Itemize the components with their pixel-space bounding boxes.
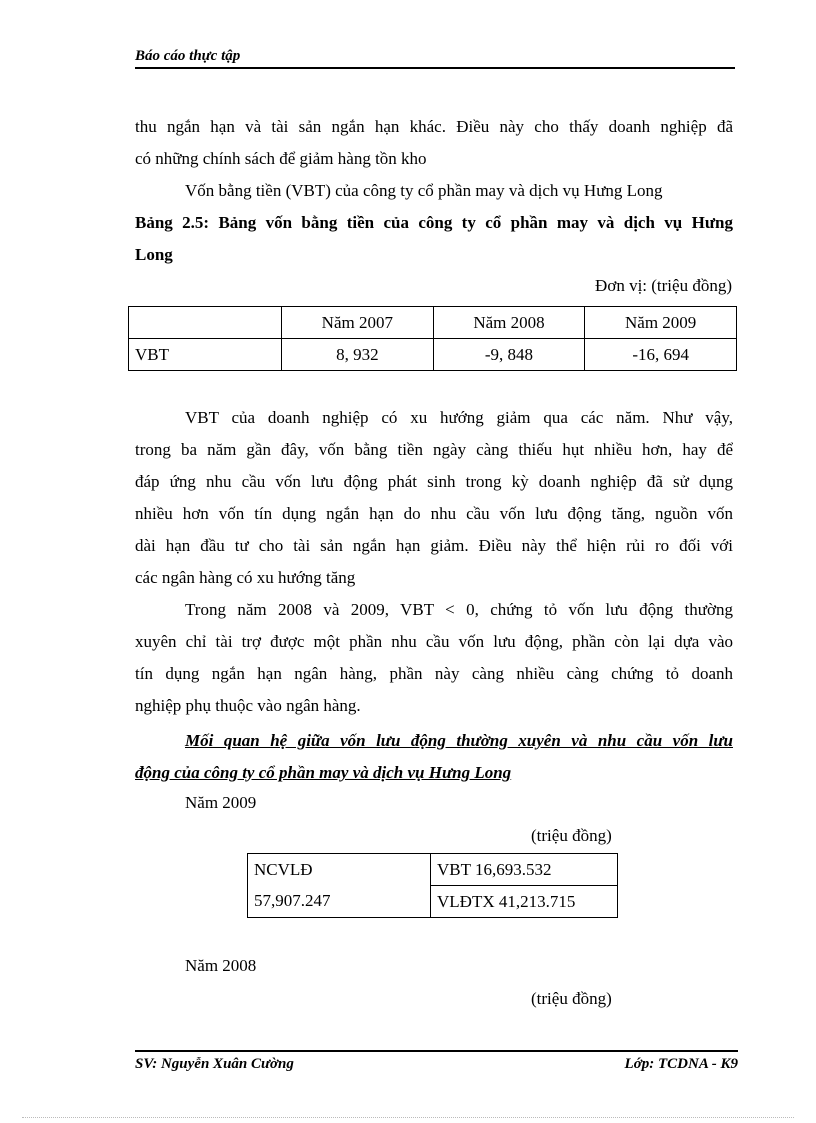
year-2009-label: Năm 2009: [185, 793, 257, 812]
table-header-row: [129, 307, 737, 339]
vbt-intro: [135, 175, 733, 207]
text-line: nghiệp phụ thuộc vào ngân hàng.: [135, 696, 361, 715]
header-cell: [129, 307, 282, 339]
paragraph-1: [135, 402, 733, 594]
vldtx-cell: VLĐTX 41,213.715: [431, 886, 618, 918]
page-footer: [135, 1050, 738, 1073]
intro-paragraph: [135, 111, 733, 175]
header-title: Báo cáo thực tập: [135, 48, 241, 64]
page-header: [135, 48, 735, 69]
text-line: tín dụng ngắn hạn ngân hàng, phần này càng nhiều càng chứng tỏ doanh: [135, 664, 733, 683]
text-line: VBT của doanh nghiệp có xu hướng giảm qua các năm. Như vậy,: [185, 408, 733, 427]
section-heading: [135, 725, 733, 789]
ncvld-value-cell: 57,907.247: [248, 886, 431, 918]
unit-label-2009: (triệu đồng): [531, 826, 612, 845]
text-line: xuyên chỉ tài trợ được một phần nhu cầu vốn lưu động, phần còn lại dựa vào: [135, 632, 733, 651]
vbt-cell: VBT 16,693.532: [431, 854, 618, 886]
header-cell: Năm 2008: [433, 307, 585, 339]
text-line: Vốn bằng tiền (VBT) của công ty cổ phần may và dịch vụ Hưng Long: [185, 181, 663, 200]
paragraph-2: [135, 594, 733, 722]
footer-class: Lớp: TCDNA - K9: [624, 1056, 738, 1072]
text-line: Mối quan hệ giữa vốn lưu động thường xuyên và nhu cầu vốn lưu: [185, 731, 733, 750]
text-line: đáp ứng nhu cầu vốn lưu động phát sinh trong kỳ doanh nghiệp đã sử dụng: [135, 472, 733, 491]
header-cell: Năm 2007: [282, 307, 434, 339]
text-line: Trong năm 2008 và 2009, VBT < 0, chứng tỏ vốn lưu động thường: [185, 600, 733, 619]
capital-relation-table-2009: [247, 853, 618, 918]
row-label-cell: VBT: [129, 339, 282, 371]
vbt-table: [128, 306, 737, 371]
text-line: thu ngắn hạn và tài sản ngắn hạn khác. Điều này cho thấy doanh nghiệp đã: [135, 117, 733, 136]
table-row: [129, 339, 737, 371]
footer-student: SV: Nguyễn Xuân Cường: [135, 1056, 294, 1072]
value-cell: -9, 848: [433, 339, 585, 371]
text-line: Bảng 2.5: Bảng vốn bằng tiền của công ty cổ phần may và dịch vụ Hưng: [135, 213, 733, 232]
text-line: động của công ty cổ phần may và dịch vụ Hưng Long: [135, 763, 512, 782]
text-line: các ngân hàng có xu hướng tăng: [135, 568, 356, 587]
value-cell: 8, 932: [282, 339, 434, 371]
page-bottom-divider: [22, 1117, 794, 1118]
text-line: trong ba năm gần đây, vốn bằng tiền ngày càng thiếu hụt nhiều hơn, hay để: [135, 440, 733, 459]
text-line: nhiều hơn vốn tín dụng ngắn hạn do nhu cầu vốn lưu động tăng, nguồn vốn: [135, 504, 733, 523]
table-title: [135, 207, 733, 271]
ncvld-label-cell: NCVLĐ: [248, 854, 431, 886]
text-line: dài hạn đầu tư cho tài sản ngắn hạn giảm. Điều này thể hiện rủi ro đối với: [135, 536, 733, 555]
text-line: có những chính sách để giảm hàng tồn kho: [135, 149, 427, 168]
text-line: Long: [135, 245, 173, 264]
unit-label: Đơn vị: (triệu đồng): [595, 276, 732, 295]
year-2008-label: Năm 2008: [185, 956, 257, 975]
unit-label-2008: (triệu đồng): [531, 989, 612, 1008]
header-cell: Năm 2009: [585, 307, 737, 339]
value-cell: -16, 694: [585, 339, 737, 371]
